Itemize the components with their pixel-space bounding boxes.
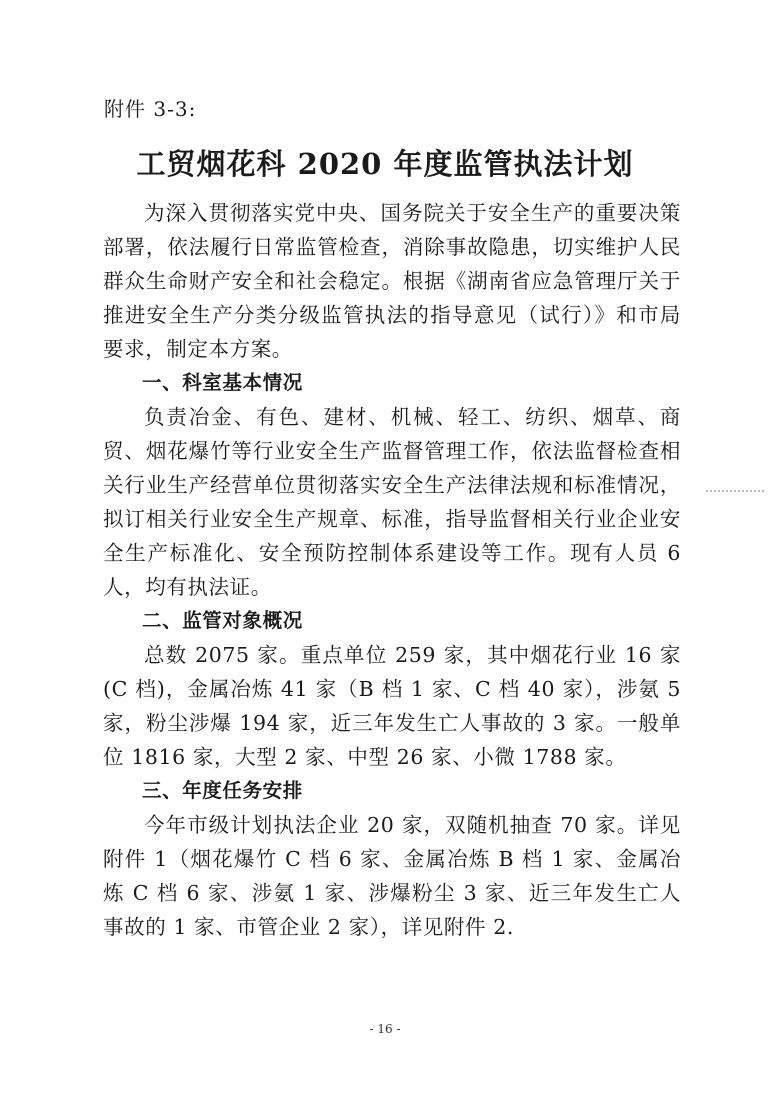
section-heading-3: 三、年度任务安排 xyxy=(142,779,303,802)
document-title: 工贸烟花科 2020 年度监管执法计划 xyxy=(136,147,634,181)
scan-speck xyxy=(706,490,764,494)
section-text-3: 今年市级计划执法企业 20 家，双随机抽查 70 家。详见附件 1（烟花爆竹 C 档 6 家、金属冶炼 B 档 1 家、金属冶炼 C 档 6 家、涉氨 1 家、涉爆粉尘 3 家、近三年发生亡人事故的 1 家、市管企业 2 家），详见附件 2. xyxy=(103,813,681,939)
section-heading-1: 一、科室基本情况 xyxy=(142,371,303,394)
document-body xyxy=(103,196,681,944)
attachment-label: 附件 3-3: xyxy=(104,97,197,121)
section-text-1: 负责冶金、有色、建材、机械、轻工、纺织、烟草、商贸、烟花爆竹等行业安全生产监督管理工作，依法监督检查相关行业生产经营单位贯彻落实安全生产法律法规和标准情况，拟订相关行业安全生产规章、标准，指导监督相关行业企业安全生产标准化、安全预防控制体系建设等工作。现有人员 6 人，均有执法证。 xyxy=(103,405,681,599)
section-heading-2: 二、监管对象概况 xyxy=(142,609,303,632)
section-text-2: 总数 2075 家。重点单位 259 家，其中烟花行业 16 家(C 档)，金属冶炼 41 家（B 档 1 家、C 档 40 家），涉氨 5 家，粉尘涉爆 194 家，近三年发生亡人事故的 3 家。一般单位 1816 家，大型 2 家、中型 26 家、小微 1788 家。 xyxy=(103,643,681,769)
page-number: - 16 - xyxy=(369,1022,401,1036)
intro-paragraph: 为深入贯彻落实党中央、国务院关于安全生产的重要决策部署，依法履行日常监管检查，消除事故隐患，切实维护人民群众生命财产安全和社会稳定。根据《湖南省应急管理厅关于推进安全生产分类分级监管执法的指导意见（试行）》和市局要求，制定本方案。 xyxy=(103,201,681,361)
